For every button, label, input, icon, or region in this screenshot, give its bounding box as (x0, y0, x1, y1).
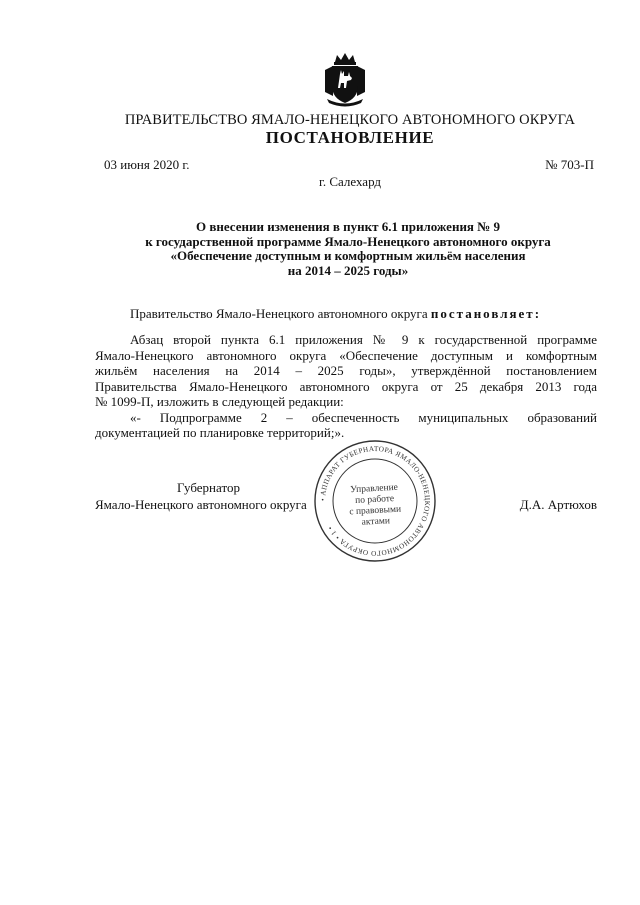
stamp-line: Управление (350, 482, 399, 496)
body-line: № 1099-П, изложить в следующей редакции: (95, 394, 344, 409)
signatory-title: Губернатор (177, 480, 240, 495)
stamp-line: с правовыми (349, 504, 402, 518)
body-line: Правительства Ямало-Ненецкого автономного округа от 25 декабря 2013 года (95, 378, 597, 394)
government-name: ПРАВИТЕЛЬСТВО ЯМАЛО-НЕНЕЦКОГО АВТОНОМНОГО ОКРУГА (124, 112, 576, 128)
stamp-inner-text (332, 482, 418, 530)
title-line: «Обеспечение доступным и комфортным жильём населения (170, 248, 526, 263)
stamp-line: по работе (354, 493, 395, 507)
body-line: документацией по планировке территорий;». (95, 425, 345, 440)
document-city: г. Салехард (318, 174, 382, 189)
signatory-organization: Ямало-Ненецкого автономного округа (95, 497, 307, 512)
document-type: ПОСТАНОВЛЕНИЕ (265, 128, 435, 147)
title-line: на 2014 – 2025 годы» (287, 262, 409, 278)
preamble-emphasis: постановляет: (430, 306, 542, 321)
document-date: 03 июня 2020 г. (104, 157, 190, 172)
title-line: к государственной программе Ямало-Ненецкого автономного округа (145, 233, 551, 249)
body-line: Ямало-Ненецкого автономного округа «Обеспечение доступным и комфортным (95, 347, 597, 363)
document-title (0, 220, 640, 278)
stamp-line: актами (361, 516, 391, 528)
document-number: № 703-П (545, 157, 594, 172)
preamble (130, 306, 541, 322)
body-line: Абзац второй пункта 6.1 приложения № 9 к государственной программе (130, 332, 597, 347)
title-line: О внесении изменения в пункт 6.1 приложения № 9 (195, 219, 501, 234)
body-line: «- Подпрограмме 2 – обеспеченность муниципальных образований (130, 409, 597, 425)
body-line: жильём населения на 2014 – 2025 годы», утверждённой постановлением (95, 363, 597, 378)
coat-of-arms-emblem (321, 52, 369, 108)
body-paragraphs (95, 332, 597, 441)
preamble-text: Правительство Ямало-Ненецкого автономного округа (130, 306, 431, 321)
signatory-name: Д.А. Артюхов (519, 497, 597, 512)
svg-text:• АППАРАТ ГУБЕРНАТОРА ЯМАЛО-НЕ: • АППАРАТ ГУБЕРНАТОРА ЯМАЛО-НЕНЕЦКОГО АВТОНОМНОГО ОКРУГА • 1 • (318, 444, 432, 558)
